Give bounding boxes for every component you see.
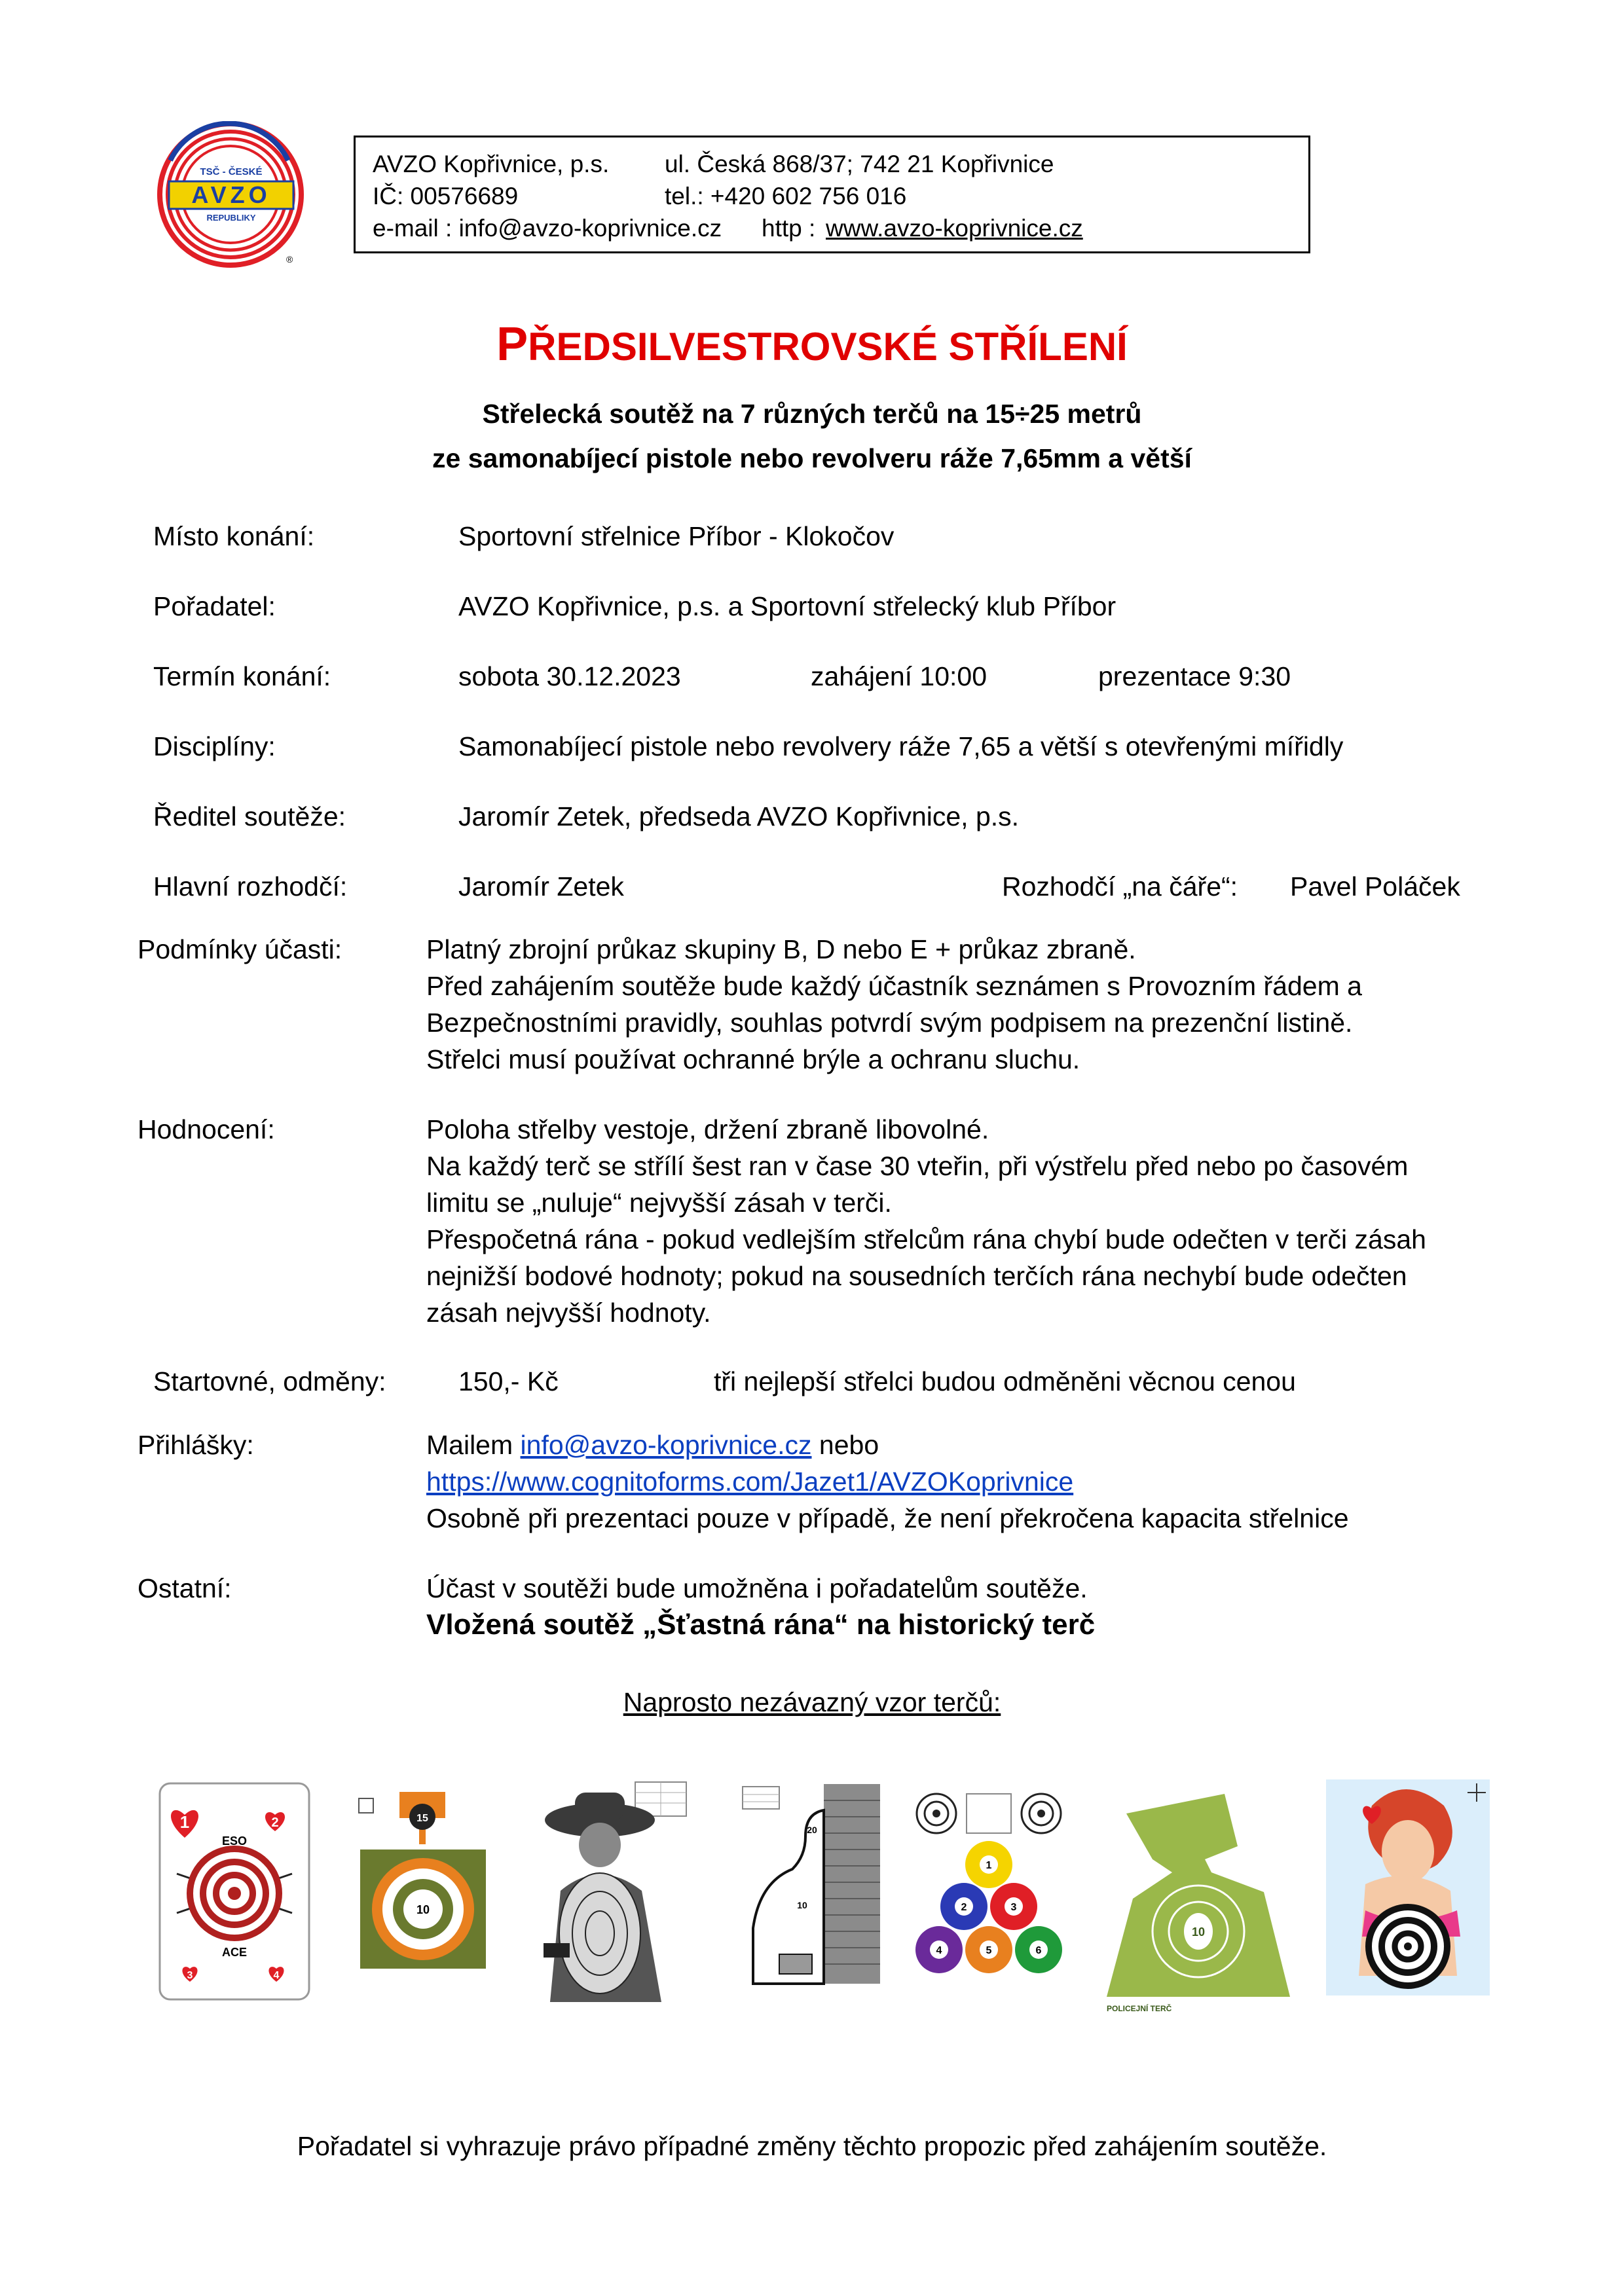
target-billiard-number: 6 [1035, 1945, 1042, 1956]
subtitle-2: ze samonabíjecí pistole nebo revolveru ráže 7,65mm a větší [432, 443, 1192, 473]
registration-text [426, 1427, 1349, 1537]
director-value: Jaromír Zetek, předseda AVZO Kopřivnice, p.s. [458, 801, 1020, 831]
title-rest: ŘEDSILVESTROVSKÉ STŘÍLENÍ [528, 325, 1128, 369]
conditions-label: Podmínky účasti: [138, 934, 342, 964]
org-name: AVZO Kopřivnice, p.s. [373, 151, 610, 177]
line-referee-label: Rozhodčí „na čáře“: [1002, 871, 1238, 902]
line-referee-value: Pavel Poláček [1290, 871, 1460, 902]
other-text [426, 1570, 1095, 1643]
start-time: zahájení 10:00 [811, 661, 987, 691]
scoring-label: Hodnocení: [138, 1114, 275, 1144]
logo-bottom-text: REPUBLIKY [206, 213, 256, 223]
target-pinup-image [1326, 1779, 1490, 1995]
conditions-line: Před zahájením soutěže bude každý účastník seznámen s Provozním řádem a [426, 971, 1362, 1001]
target-eso-number: 1 [179, 1812, 190, 1832]
conditions-text [426, 931, 1362, 1078]
http-label: http : [762, 215, 816, 242]
reward-text: tři nejlepší střelci budou odměněni věcnou cenou [714, 1366, 1296, 1396]
chief-referee-value: Jaromír Zetek [458, 871, 624, 902]
page-title [0, 318, 1624, 371]
target-cowboy-image [537, 1779, 688, 2002]
target-color-number: 15 [416, 1813, 428, 1824]
mail-prefix: Mailem [426, 1430, 513, 1460]
registration-note: Osobně při prezentaci pouze v případě, že není překročena kapacita střelnice [426, 1503, 1349, 1533]
org-address: ul. Česká 868/37; 742 21 Kopřivnice [665, 151, 1054, 177]
target-silhouette-image [740, 1784, 881, 2000]
target-eso-number: 3 [187, 1970, 193, 1981]
logo-main-text: AVZO [191, 181, 271, 208]
title-first-letter: P [496, 318, 528, 371]
scoring-line: limitu se „nuluje“ nejvyšší zásah v terči. [426, 1188, 892, 1218]
conditions-line: Bezpečnostními pravidly, souhlas potvrdí svým podpisem na prezenční listině. [426, 1008, 1353, 1038]
target-eso-number: 2 [271, 1815, 279, 1830]
targets-caption: Naprosto nezávazný vzor terčů: [623, 1687, 1001, 1717]
form-link[interactable]: https://www.cognitoforms.com/Jazet1/AVZOKoprivnice [426, 1467, 1074, 1497]
mail-suffix: nebo [819, 1430, 879, 1460]
date-value: sobota 30.12.2023 [458, 661, 681, 691]
avzo-logo [157, 121, 304, 268]
scoring-text [426, 1111, 1426, 1331]
org-phone: tel.: +420 602 756 016 [665, 183, 907, 210]
conditions-line: Platný zbrojní průkaz skupiny B, D nebo E + průkaz zbraně. [426, 934, 1136, 964]
scoring-line: zásah nejvyšší hodnoty. [426, 1298, 711, 1328]
target-billiard-number: 3 [1010, 1902, 1017, 1913]
target-silhouette-number: 10 [797, 1900, 807, 1910]
conditions-line: Střelci musí používat ochranné brýle a ochranu sluchu. [426, 1044, 1080, 1074]
registration-label: Přihlášky: [138, 1430, 254, 1460]
venue-value: Sportovní střelnice Příbor - Klokočov [458, 521, 895, 551]
target-color-image [354, 1791, 491, 1987]
scoring-line: nejnižší bodové hodnoty; pokud na sousedních terčích rána nechybí bude odečten [426, 1261, 1407, 1291]
other-label: Ostatní: [138, 1573, 232, 1603]
logo-top-text: TSČ - ČESKÉ [200, 166, 263, 177]
fee-value: 150,- Kč [458, 1366, 559, 1396]
fee-label: Startovné, odměny: [153, 1366, 386, 1396]
chief-referee-label: Hlavní rozhodčí: [153, 871, 348, 902]
org-email[interactable]: e-mail : info@avzo-koprivnice.cz [373, 215, 722, 242]
disciplines-value: Samonabíjecí pistole nebo revolvery ráže 7,65 a větší s otevřenými mířidly [458, 731, 1344, 761]
scoring-line: Přespočetná rána - pokud vedlejším střelcům rána chybí bude odečten v terči zásah [426, 1224, 1426, 1254]
target-billiard-number: 2 [961, 1902, 967, 1913]
registration-time: prezentace 9:30 [1098, 661, 1291, 691]
target-eso-image [158, 1782, 310, 2001]
disciplines-label: Disciplíny: [153, 731, 276, 761]
target-eso-number: 4 [273, 1970, 280, 1981]
org-website-link[interactable]: www.avzo-koprivnice.cz [826, 215, 1083, 242]
scoring-line: Na každý terč se střílí šest ran v čase 30 vteřin, při výstřelu před nebo po časovém [426, 1151, 1409, 1181]
subtitle-1: Střelecká soutěž na 7 různých terčů na 15÷25 metrů [482, 399, 1142, 429]
scoring-line: Poloha střelby vestoje, držení zbraně libovolné. [426, 1114, 989, 1144]
venue-label: Místo konání: [153, 521, 315, 551]
target-police-title: POLICEJNÍ TERČ [1107, 2004, 1172, 2013]
target-billiard-number: 4 [936, 1945, 942, 1956]
organizer-value: AVZO Kopřivnice, p.s. a Sportovní střelecký klub Příbor [458, 591, 1116, 621]
target-billiard-image [910, 1787, 1074, 1997]
target-eso-top: ESO [221, 1834, 248, 1848]
target-eso-bottom: ACE [221, 1946, 248, 1959]
target-color-number: 10 [416, 1903, 430, 1916]
org-ic: IČ: 00576689 [373, 183, 519, 210]
registered-mark: ® [286, 254, 293, 264]
other-line: Účast v soutěži bude umožněna i pořadatelům soutěže. [426, 1573, 1088, 1603]
side-competition: Vložená soutěž „Šťastná rána“ na historický terč [426, 1609, 1096, 1641]
target-billiard-number: 5 [986, 1945, 992, 1956]
date-label: Termín konání: [153, 661, 331, 691]
target-silhouette-number: 20 [807, 1825, 817, 1835]
director-label: Ředitel soutěže: [153, 801, 346, 831]
footer-note: Pořadatel si vyhrazuje právo případné změny těchto propozic před zahájením soutěže. [297, 2131, 1327, 2161]
contact-box [354, 136, 1310, 253]
target-police-number: 10 [1191, 1925, 1206, 1939]
organizer-label: Pořadatel: [153, 591, 276, 621]
target-police-image [1100, 1794, 1297, 2020]
target-billiard-number: 1 [986, 1860, 992, 1871]
email-link[interactable]: info@avzo-koprivnice.cz [520, 1430, 812, 1460]
